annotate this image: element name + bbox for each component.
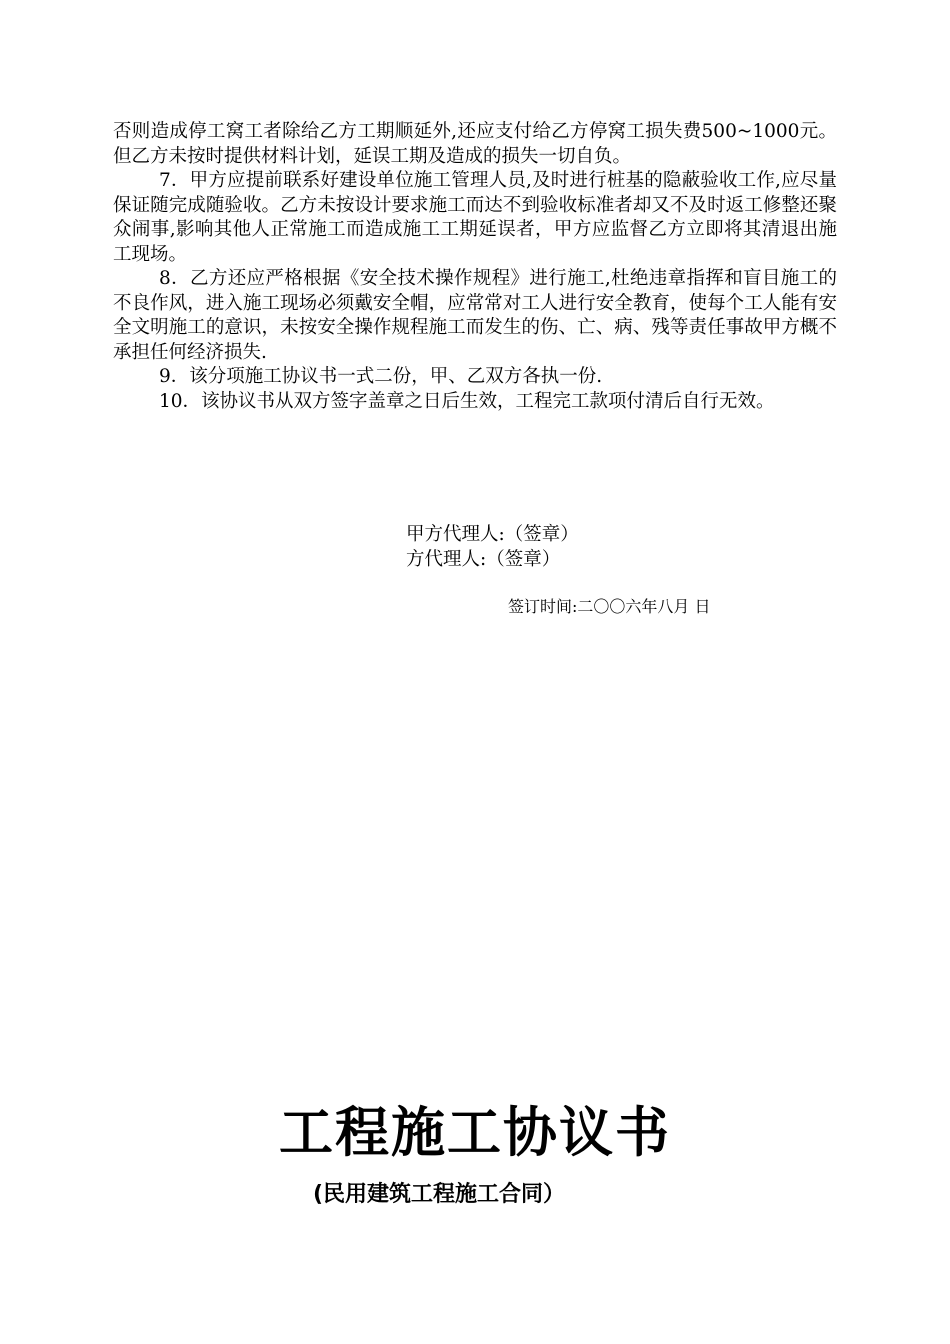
party-a-signature: 甲方代理人:（签章）: [406, 524, 579, 545]
cover-title: 工程施工协议书: [279, 1101, 671, 1164]
party-b-signature: 方代理人:（签章）: [406, 549, 561, 570]
clause-continuation: 否则造成停工窝工者除给乙方工期顺延外,还应支付给乙方停窝工损失费500~1000元。但乙方未按时提供材料计划，延误工期及造成的损失一切自负。: [113, 121, 837, 167]
contract-clauses: [113, 120, 837, 414]
clause-9: 9．该分项施工协议书一式二份，甲、乙双方各执一份.: [159, 366, 603, 387]
clause-10: 10．该协议书从双方签字盖章之日后生效，工程完工款项付清后自行无效。: [159, 390, 775, 412]
cover-subtitle: (民用建筑工程施工合同）: [313, 1182, 566, 1207]
signature-block: [406, 522, 579, 572]
clause-8: 8．乙方还应严格根据《安全技术操作规程》进行施工,杜绝违章指挥和盲目施工的不良作风，进入施工现场必须戴安全帽，应常常对工人进行安全教育，使每个工人能有安全文明施工的意识，未按安全操作规程施工而发生的伤、亡、病、残等责任事故甲方概不承担任何经济损失.: [113, 268, 837, 363]
signing-date: 签订时间:二〇〇六年八月 日: [508, 597, 711, 616]
clause-7: 7．甲方应提前联系好建设单位施工管理人员,及时进行桩基的隐蔽验收工作,应尽量保证随完成随验收。乙方未按设计要求施工而达不到验收标准者却又不及时返工修整还聚众闹事,影响其他人正常施工而造成施工工期延误者，甲方应监督乙方立即将其清退出施工现场。: [113, 170, 837, 265]
